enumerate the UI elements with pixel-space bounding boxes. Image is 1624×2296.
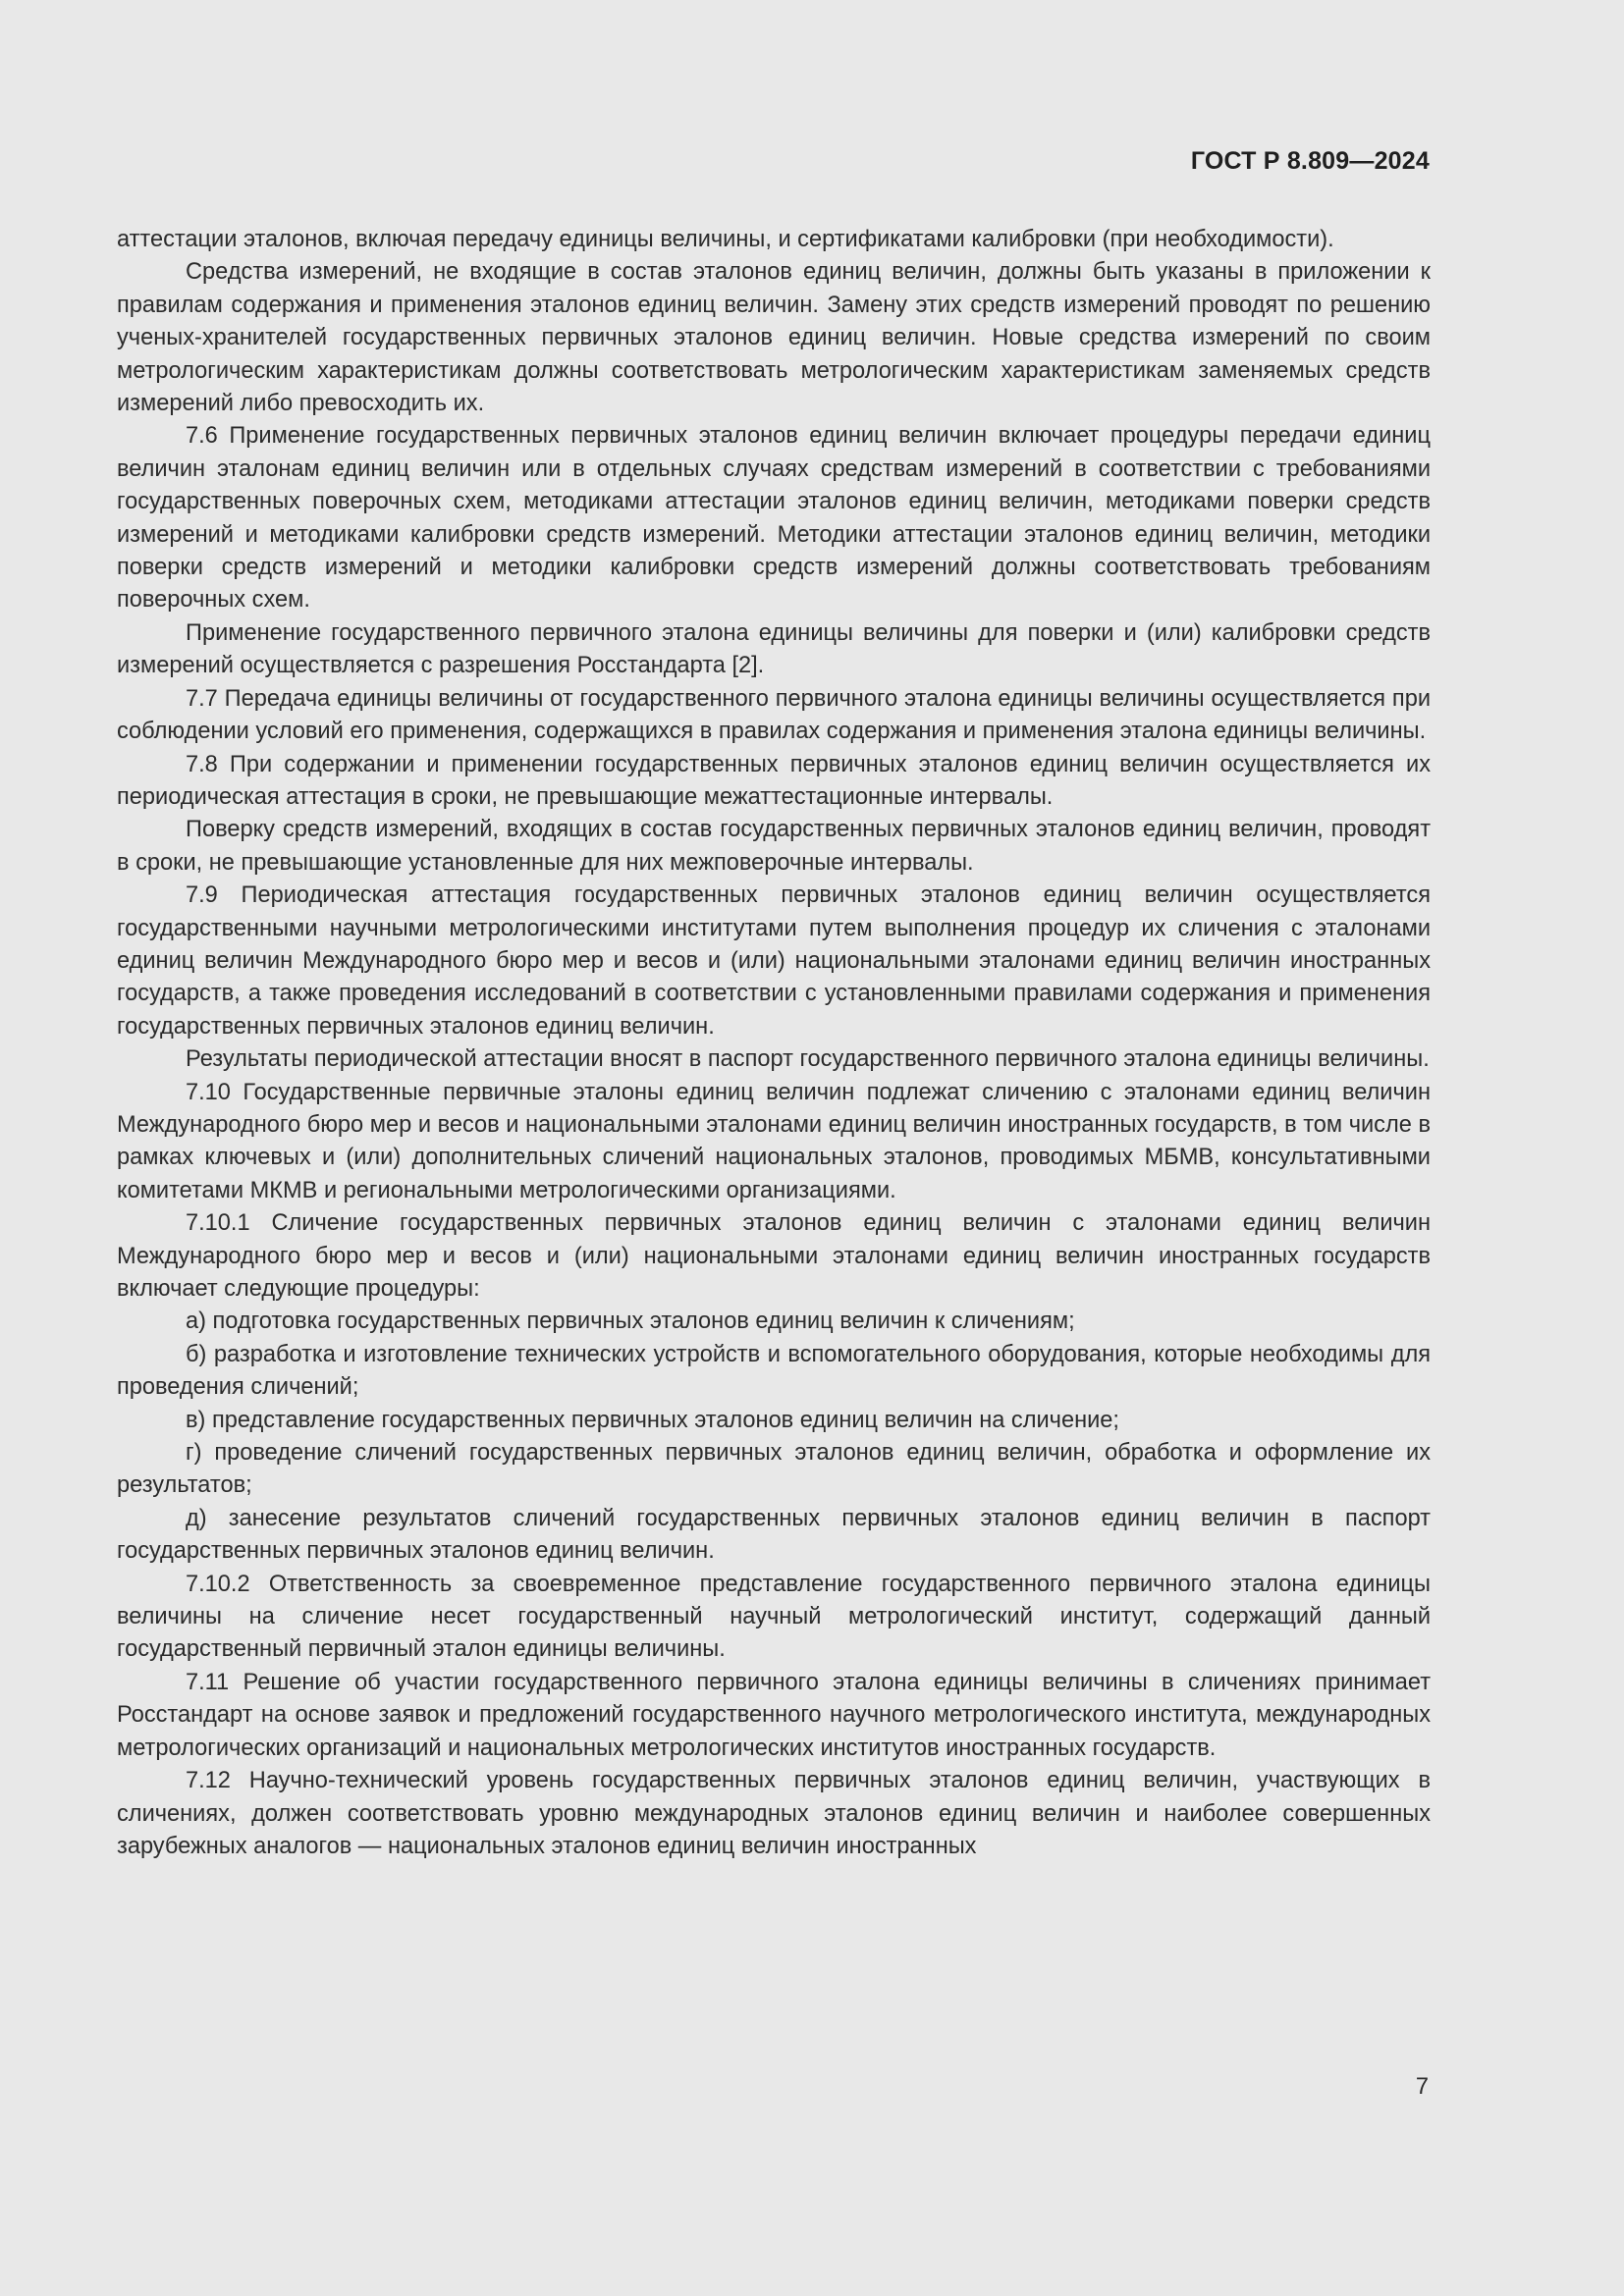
body-paragraph: Поверку средств измерений, входящих в состав государственных первичных эталонов единиц величин, проводят в сроки, не превышающие установленные для них межповерочные интервалы. xyxy=(117,817,1431,876)
body-paragraph: 7.11 Решение об участии государственного первичного эталона единицы величины в сличениях принимает Росстандарт на основе заявок и предложений государственного научного метрологического института, международных метрологических организаций и национальных метрологических институтов иностранных государств. xyxy=(117,1669,1431,1761)
body-paragraph: Применение государственного первичного эталона единицы величины для поверки и (или) калибровки средств измерений осуществляется с разрешения Росстандарта [2]. xyxy=(117,619,1431,679)
document-header-standard-id: ГОСТ Р 8.809—2024 xyxy=(1190,147,1430,175)
body-paragraph: 7.10.2 Ответственность за своевременное представление государственного первичного эталона единицы величины на сличение несет государственный научный метрологический институт, содержащий данный государственный первичный эталон единицы величины. xyxy=(117,1571,1431,1663)
body-paragraph: б) разработка и изготовление технических устройств и вспомогательного оборудования, которые необходимы для проведения сличений; xyxy=(117,1341,1431,1401)
body-paragraph: 7.8 При содержании и применении государственных первичных эталонов единиц величин осуществляется их периодическая аттестация в сроки, не превышающие межаттестационные интервалы. xyxy=(117,751,1431,810)
body-paragraph: 7.12 Научно-технический уровень государственных первичных эталонов единиц величин, участвующих в сличениях, должен соответствовать уровню международных эталонов единиц величин и наиболее совершенных зарубежных аналогов — национальных эталонов единиц величин иностранных xyxy=(117,1768,1431,1859)
body-paragraph: а) подготовка государственных первичных эталонов единиц величин к сличениям; xyxy=(186,1308,1075,1335)
body-paragraph: Результаты периодической аттестации вносят в паспорт государственного первичного эталона единицы величины. xyxy=(186,1046,1430,1073)
page-number: 7 xyxy=(1415,2074,1429,2100)
body-paragraph: 7.10 Государственные первичные эталоны единиц величин подлежат сличению с эталонами единиц величин Международного бюро мер и весов и национальными эталонами единиц величин иностранных государств, в том числе в рамках ключевых и (или) дополнительных сличений национальных эталонов, проводимых МБМВ, консультативными комитетами МКМВ и региональными метрологическими организациями. xyxy=(117,1079,1431,1203)
body-paragraph: аттестации эталонов, включая передачу единицы величины, и сертификатами калибровки (при необходимости). xyxy=(117,227,1334,252)
body-paragraph: 7.6 Применение государственных первичных эталонов единиц величин включает процедуры передачи единиц величин эталонам единиц величин или в отдельных случаях средствам измерений в соответствии с требованиями государственных поверочных схем, методиками аттестации эталонов единиц величин, методиками поверки средств измерений и методиками калибровки средств измерений. Методики аттестации эталонов единиц величин, методики поверки средств измерений и методики калибровки средств измерений должны соответствовать требованиям поверочных схем. xyxy=(117,423,1431,614)
body-paragraph: д) занесение результатов сличений государственных первичных эталонов единиц величин в паспорт государственных первичных эталонов единиц величин. xyxy=(117,1505,1431,1565)
body-paragraph: 7.7 Передача единицы величины от государственного первичного эталона единицы величины осуществляется при соблюдении условий его применения, содержащихся в правилах содержания и применения эталона единицы величины. xyxy=(117,685,1431,745)
body-paragraph: 7.10.1 Сличение государственных первичных эталонов единиц величин с эталонами единиц величин Международного бюро мер и весов и (или) национальными эталонами единиц величин иностранных государств включает следующие процедуры: xyxy=(117,1210,1431,1302)
body-paragraph: Средства измерений, не входящие в состав эталонов единиц величин, должны быть указаны в приложении к правилам содержания и применения эталонов единиц величин. Замену этих средств измерений проводят по решению ученых-хранителей государственных первичных эталонов единиц величин. Новые средства измерений по своим метрологическим характеристикам должны соответствовать метрологическим характеристикам заменяемых средств измерений либо превосходить их. xyxy=(117,259,1431,417)
body-paragraph: г) проведение сличений государственных первичных эталонов единиц величин, обработка и оформление их результатов; xyxy=(117,1440,1431,1499)
document-body xyxy=(117,224,1431,1863)
body-paragraph: 7.9 Периодическая аттестация государственных первичных эталонов единиц величин осуществляется государственными научными метрологическими институтами путем выполнения процедур их сличения с эталонами единиц величин Международного бюро мер и весов и (или) национальными эталонами единиц величин иностранных государств, а также проведения исследований в соответствии с установленными правилами содержания и применения государственных первичных эталонов единиц величин. xyxy=(117,882,1431,1040)
body-paragraph: в) представление государственных первичных эталонов единиц величин на сличение; xyxy=(186,1407,1119,1433)
